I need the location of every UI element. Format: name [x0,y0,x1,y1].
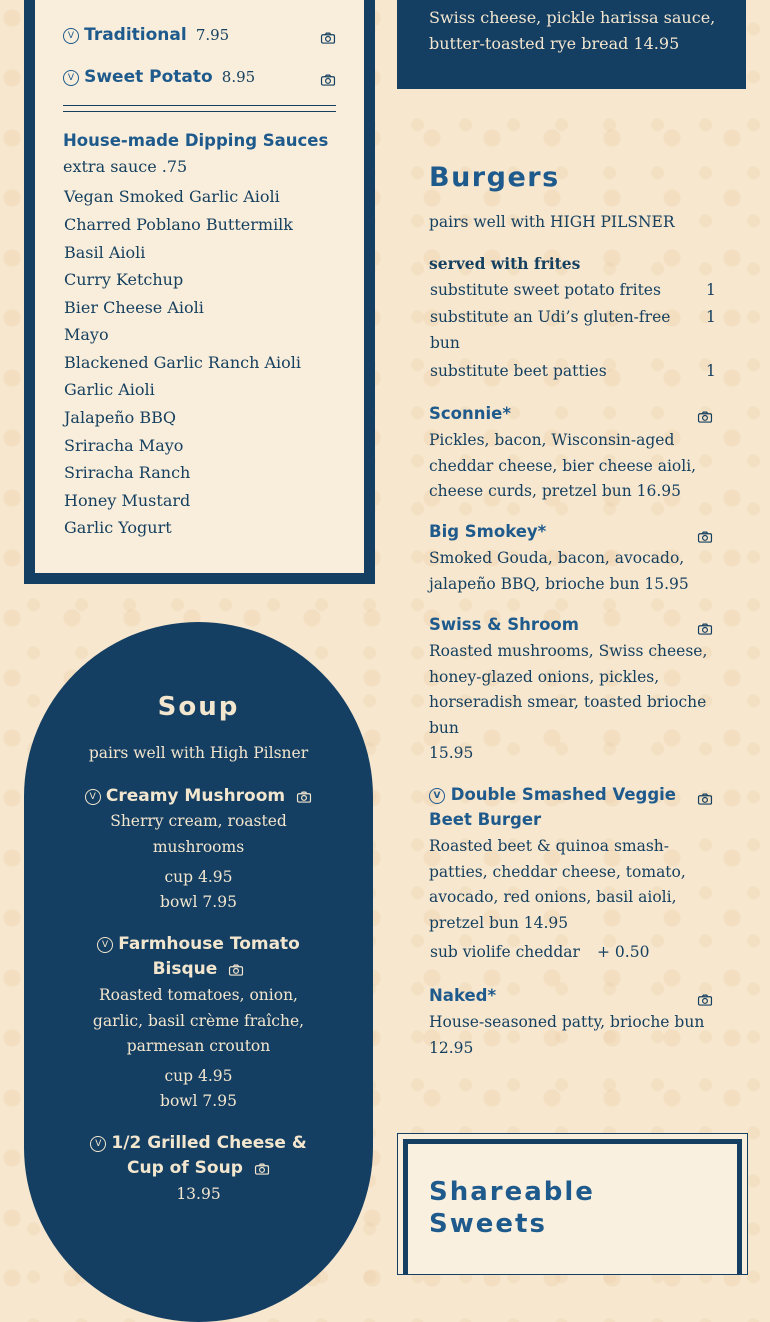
burgers-served-with: served with frites [429,254,581,273]
burger-name: Swiss & Shroom [429,615,579,634]
fries-item-price: 8.95 [221,68,256,86]
sweets-title: Shareable Sweets [429,1177,595,1239]
sauce-item: Sriracha Ranch [64,463,191,482]
sauce-item: Garlic Yogurt [64,518,172,537]
soup-item-name-line2: Bisque [24,959,373,979]
burger-name: V Double Smashed Veggie [429,785,676,804]
vegan-icon: V [63,70,79,86]
veggie-sub-label: sub violife cheddar [430,943,580,961]
sub-option-label: substitute beet patties [430,362,607,380]
vegan-icon: V [429,788,445,804]
sub-option-price: 1 [706,308,716,326]
burger-name: Sconnie* [429,404,511,423]
sauce-item: Mayo [64,325,109,344]
soup-item-name: V Farmhouse Tomato [24,934,373,954]
sandwich-card-bottom [397,0,746,89]
soup-item-desc: Sherry cream, roasted mushrooms [110,812,287,856]
soup-item-desc: Roasted tomatoes, onion, garlic, basil crème fraîche, parmesan crouton [92,986,305,1055]
fries-sauces-card [24,0,375,584]
burger-name: Big Smokey* [429,522,547,541]
fries-sauces-card-inner [31,0,368,577]
sub-option-price: 1 [706,281,716,299]
sauce-item: Garlic Aioli [64,380,155,399]
soup-item-name: V Creamy Mushroom [24,786,373,806]
camera-icon[interactable] [320,27,336,46]
soup-bowl-price: bowl 7.95 [160,893,237,911]
soup-title: Soup [157,692,240,722]
sauce-item: Sriracha Mayo [64,436,184,455]
soup-cup-price: cup 4.95 [164,1067,233,1085]
vegan-icon: V [85,789,101,805]
sandwich-desc-line: Swiss cheese, pickle harissa sauce, [429,8,716,27]
sub-option-label: bun [430,334,460,352]
soup-bowl-price: bowl 7.95 [160,1092,237,1110]
vegan-icon: V [90,1136,106,1152]
fries-item-name: Sweet Potato [84,67,213,87]
divider [63,111,336,112]
sandwich-desc-line: butter-toasted rye bread 14.95 [429,34,680,53]
sauce-item: Charred Poblano Buttermilk [64,215,293,234]
sauce-item: Jalapeño BBQ [64,408,176,427]
sauce-item: Basil Aioli [64,243,146,262]
camera-icon[interactable] [697,406,713,425]
sub-option-label: substitute sweet potato frites [430,281,661,299]
sauce-item: Vegan Smoked Garlic Aioli [64,187,280,206]
vegan-icon: V [97,937,113,953]
burgers-title: Burgers [429,162,560,193]
burger-desc: Roasted beet & quinoa smash- patties, cheddar cheese, tomato, avocado, red onions, basil aioli, pretzel bun 14.95 [429,837,686,932]
sauce-item: Curry Ketchup [64,270,184,289]
soup-cup-price: cup 4.95 [164,868,233,886]
burgers-pairs: pairs well with HIGH PILSNER [429,213,675,231]
camera-icon[interactable] [697,989,713,1008]
fries-item-price: 7.95 [195,26,230,44]
sauces-title: House-made Dipping Sauces [63,131,329,150]
camera-icon[interactable] [320,69,336,88]
divider [63,105,336,106]
camera-icon[interactable] [254,1158,270,1177]
sauce-item: Blackened Garlic Ranch Aioli [64,353,302,372]
burger-name: Naked* [429,986,497,1005]
fries-item-name: Traditional [84,25,187,45]
soup-pairs: pairs well with High Pilsner [88,744,309,762]
camera-icon[interactable] [697,618,713,637]
camera-icon[interactable] [228,959,244,978]
vegan-icon: V [63,28,79,44]
camera-icon[interactable] [697,788,713,807]
fries-item-sweet-potato [63,67,336,87]
burger-desc: Pickles, bacon, Wisconsin-aged cheddar cheese, bier cheese aioli, cheese curds, pretzel bun 16.95 [429,431,697,500]
sauce-item: Honey Mustard [64,491,191,510]
sauces-extra-price: extra sauce .75 [63,157,188,176]
sub-option-price: 1 [706,362,716,380]
burger-name-line2: Beet Burger [429,810,542,829]
camera-icon[interactable] [296,786,312,805]
sauce-item: Bier Cheese Aioli [64,298,204,317]
fries-item-traditional [63,25,336,45]
sub-option-label: substitute an Udi’s gluten-free [430,308,671,326]
soup-item-price: 13.95 [176,1185,221,1203]
soup-item-name-line2: Cup of Soup [24,1158,373,1178]
burger-desc: House-seasoned patty, brioche bun 12.95 [429,1013,705,1057]
soup-item-name: V 1/2 Grilled Cheese & [24,1133,373,1153]
camera-icon[interactable] [697,526,713,545]
burger-desc: Smoked Gouda, bacon, avocado, jalapeño BBQ, brioche bun 15.95 [429,549,689,593]
veggie-sub-price: + 0.50 [597,943,650,961]
burger-desc: Roasted mushrooms, Swiss cheese, honey-glazed onions, pickles, horseradish smear, toasted brioche bun 15.95 [429,642,708,762]
